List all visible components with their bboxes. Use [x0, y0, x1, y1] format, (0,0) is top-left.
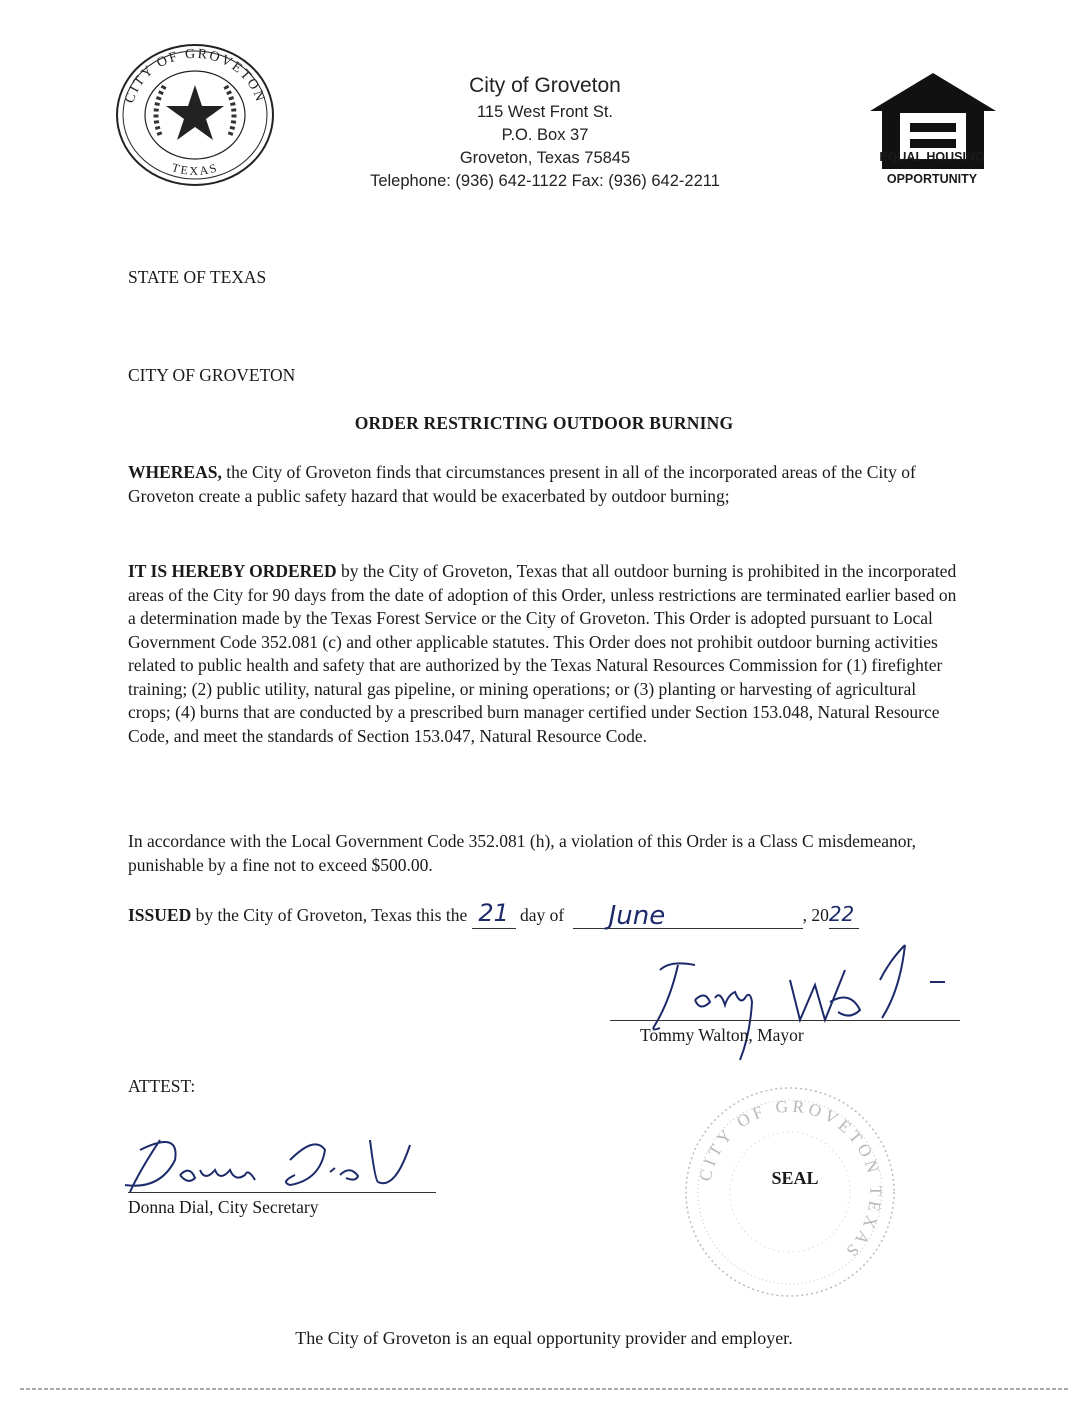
letterhead-po-box: P.O. Box 37	[501, 126, 589, 144]
embossed-city-seal	[680, 1082, 900, 1302]
letterhead-city-state-zip: Groveton, Texas 75845	[459, 149, 631, 167]
secretary-signature-line	[128, 1192, 436, 1193]
svg-text:CITY OF GROVETON TEXAS: CITY OF GROVETON TEXAS	[695, 1096, 886, 1264]
issued-lead: ISSUED	[128, 905, 192, 925]
footer-statement: The City of Groveton is an equal opportunity provider and employer.	[295, 1328, 793, 1348]
mayor-signature	[600, 940, 970, 1080]
secretary-name: Donna Dial, City Secretary	[128, 1197, 319, 1217]
mayor-signature-line	[610, 1020, 960, 1021]
equal-housing-line1: EQUAL HOUSING	[879, 150, 985, 164]
ordered-text: by the City of Groveton, Texas that all outdoor burning is prohibited in the incorporated areas of the City for 90 days from the date of adoption of this Order, unless restrictions are terminated earlier based on a determination made by the Texas Forest Service or the City of Groveton. This Order is adopted pursuant to Local Government Code 352.081 (c) and other applicable statutes. This Order does not prohibit outdoor burning activities related to public health and safety that are authorized by the Texas Natural Resources Commission for (1) firefighter training; (2) public utility, natural gas pipeline, or mining operations; or (3) planting or harvesting of agricultural crops; (4) burns that are conducted by a prescribed burn manager certified under Section 153.048, Natural Resource Code, and meet the standards of Section 153.047, Natural Resource Code.	[128, 561, 957, 746]
whereas-paragraph	[128, 461, 960, 508]
issued-text: by the City of Groveton, Texas this the	[191, 905, 472, 925]
letterhead-city-name: City of Groveton	[469, 74, 621, 97]
scan-edge-divider	[20, 1386, 1070, 1392]
ordered-paragraph	[128, 560, 960, 748]
issued-month: June	[608, 901, 666, 931]
letterhead-phone-fax: Telephone: (936) 642-1122 Fax: (936) 642-2211	[370, 172, 720, 190]
svg-text:TEXAS: TEXAS	[170, 160, 220, 178]
whereas-text: the City of Groveton finds that circumstances present in all of the incorporated areas of the City of Groveton create a public safety hazard that would be exacerbated by outdoor burning;	[128, 462, 916, 506]
state-heading: STATE OF TEXAS	[128, 267, 267, 287]
mayor-name: Tommy Walton, Mayor	[640, 1025, 804, 1045]
city-heading: CITY OF GROVETON	[128, 365, 296, 385]
issued-year-suffix: 22	[828, 902, 855, 926]
city-seal-logo	[110, 40, 280, 190]
ordered-lead: IT IS HEREBY ORDERED	[128, 561, 337, 581]
issued-year-prefix: , 20	[802, 905, 829, 925]
order-title: ORDER RESTRICTING OUTDOOR BURNING	[354, 413, 734, 433]
seal-label: SEAL	[771, 1168, 819, 1188]
issued-year-field	[829, 903, 859, 929]
secretary-signature	[120, 1120, 420, 1200]
equal-housing-line2: OPPORTUNITY	[886, 172, 978, 186]
issued-day: 21	[478, 899, 509, 927]
issued-day-of: day of	[515, 905, 569, 925]
violation-paragraph: In accordance with the Local Government Code 352.081 (h), a violation of this Order is a Class C misdemeanor, punishable by a fine not to exceed $500.00.	[128, 831, 917, 875]
attest-label: ATTEST:	[128, 1076, 196, 1096]
svg-text:CITY OF GROVETON: CITY OF GROVETON	[122, 46, 268, 106]
issued-month-field	[573, 901, 803, 931]
issued-day-field	[472, 899, 516, 929]
letterhead-street: 115 West Front St.	[476, 103, 614, 121]
issued-line	[128, 899, 968, 931]
whereas-lead: WHEREAS,	[128, 462, 222, 482]
